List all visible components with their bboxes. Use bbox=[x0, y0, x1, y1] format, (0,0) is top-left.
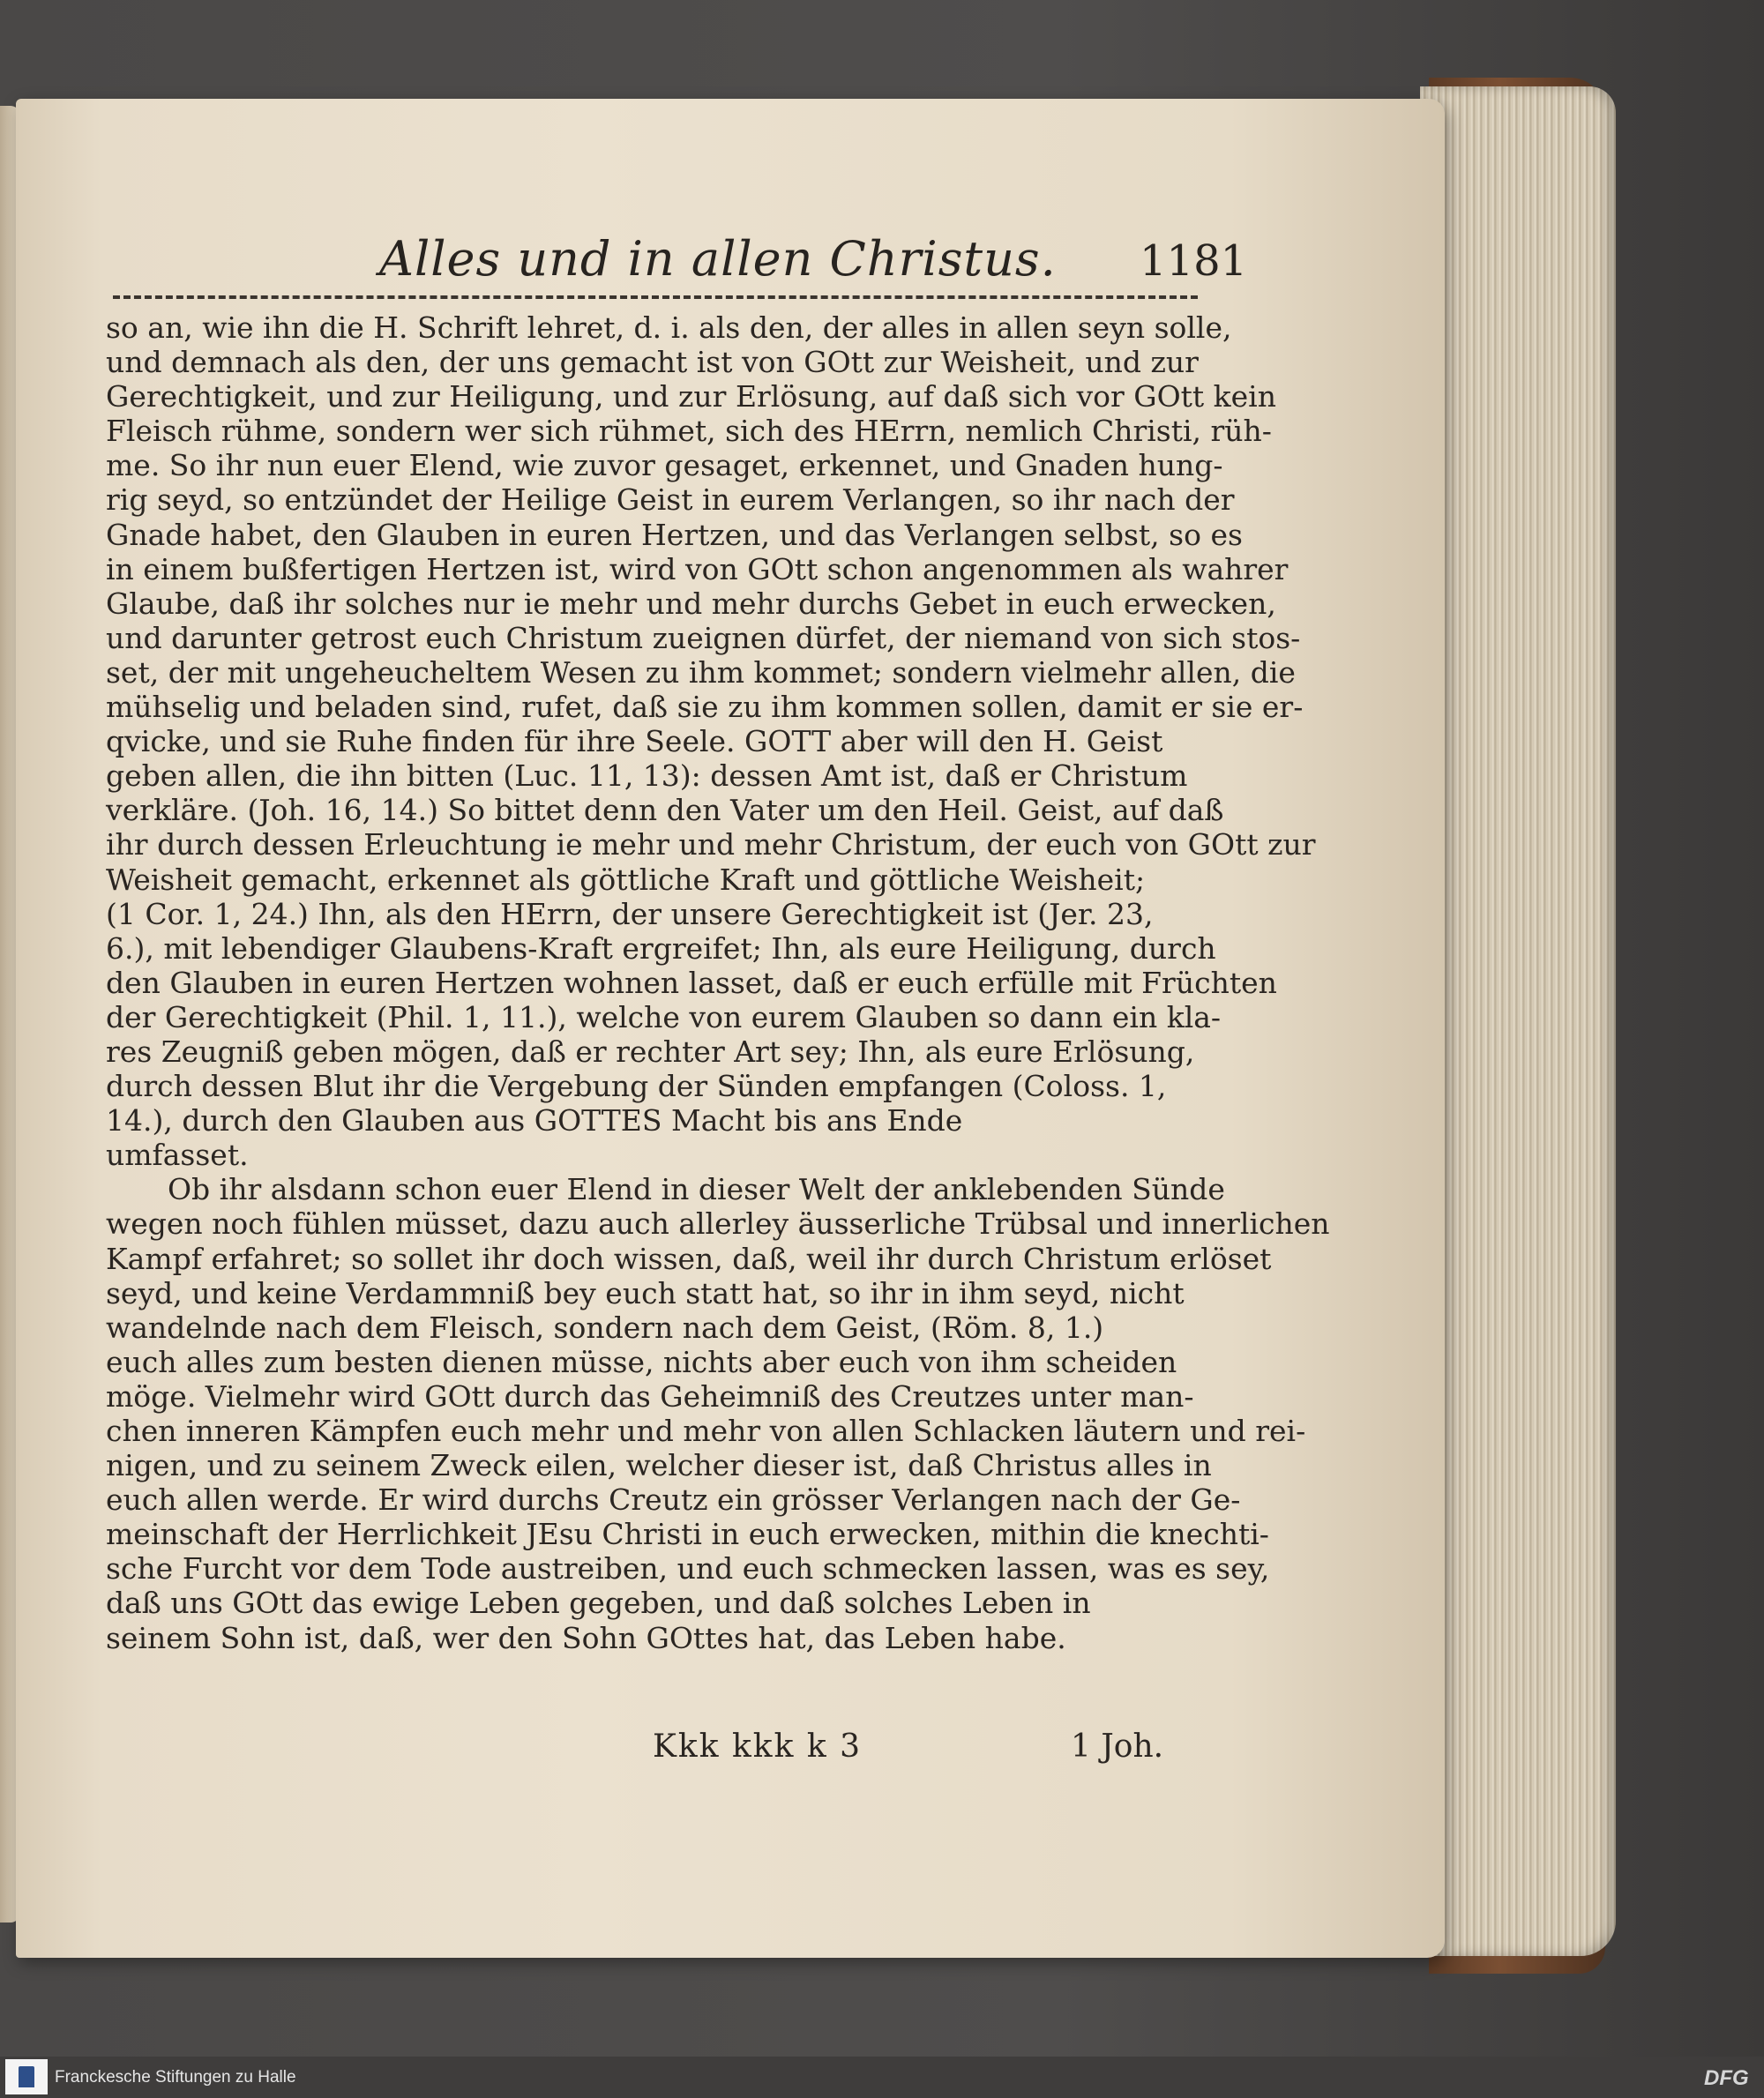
dfg-logo[interactable]: DFG bbox=[1704, 2066, 1749, 2090]
text-line: res Zeugniß geben mögen, daß er rechter Art sey; Ihn, als eure Erlösung, bbox=[106, 1034, 1195, 1069]
text-line: möge. Vielmehr wird GOtt durch das Geheimniß des Creutzes unter man- bbox=[106, 1378, 1194, 1414]
page-edges bbox=[1420, 86, 1616, 1956]
text-line: Gnade habet, den Glauben in euren Hertzen, und das Verlangen selbst, so es bbox=[106, 517, 1243, 552]
text-line: verkläre. (Joh. 16, 14.) So bittet denn den Vater um den Heil. Geist, auf daß bbox=[106, 793, 1224, 828]
text-line: sche Furcht vor dem Tode austreiben, und euch schmecken lassen, was es sey, bbox=[106, 1551, 1270, 1587]
page-number: 1181 bbox=[1140, 236, 1248, 286]
institution-logo-icon[interactable] bbox=[5, 2059, 48, 2094]
catchword: 1 Joh. bbox=[1071, 1728, 1164, 1765]
text-line: umfasset. bbox=[106, 1138, 249, 1173]
header-rule bbox=[113, 295, 1198, 299]
text-line: Kampf erfahret; so sollet ihr doch wissen, daß, weil ihr durch Christum erlöset bbox=[106, 1241, 1272, 1276]
text-line: Weisheit gemacht, erkennet als göttliche Kraft und göttliche Weisheit; bbox=[106, 862, 1146, 897]
text-line: (1 Cor. 1, 24.) Ihn, als den HErrn, der unsere Gerechtigkeit ist (Jer. 23, bbox=[106, 896, 1154, 931]
text-line: me. So ihr nun euer Elend, wie zuvor gesaget, erkennet, und Gnaden hung- bbox=[106, 448, 1223, 483]
running-head bbox=[379, 231, 1248, 293]
text-line: chen inneren Kämpfen euch mehr und mehr von allen Schlacken läutern und rei- bbox=[106, 1414, 1306, 1448]
text-line: Glaube, daß ihr solches nur ie mehr und mehr durchs Gebet in euch erwecken, bbox=[106, 586, 1276, 621]
text-line: durch dessen Blut ihr die Vergebung der Sünden empfangen (Coloss. 1, bbox=[106, 1069, 1167, 1104]
text-line: seinem Sohn ist, daß, wer den Sohn GOttes hat, das Leben habe. bbox=[106, 1620, 1066, 1655]
text-line: der Gerechtigkeit (Phil. 1, 11.), welche von eurem Glauben so dann ein kla- bbox=[106, 999, 1222, 1034]
text-line: ihr durch dessen Erleuchtung ie mehr und mehr Christum, der euch von GOtt zur bbox=[106, 827, 1316, 862]
text-line: so an, wie ihn die H. Schrift lehret, d. i. als den, der alles in allen seyn solle, bbox=[106, 310, 1232, 345]
text-line: nigen, und zu seinem Zweck eilen, welcher dieser ist, daß Christus alles in bbox=[106, 1448, 1212, 1483]
text-line: und darunter getrost euch Christum zueignen dürfet, der niemand von sich stos- bbox=[106, 620, 1301, 655]
text-line: wandelnde nach dem Fleisch, sondern nach dem Geist, (Röm. 8, 1.) bbox=[106, 1310, 1104, 1345]
text-line: wegen noch fühlen müsset, dazu auch allerley äusserliche Trübsal und innerlichen bbox=[106, 1206, 1330, 1242]
text-line: qvicke, und sie Ruhe finden für ihre Seele. GOTT aber will den H. Geist bbox=[106, 724, 1163, 759]
text-line: geben allen, die ihn bitten (Luc. 11, 13): dessen Amt ist, daß er Christum bbox=[106, 758, 1188, 794]
text-line: rig seyd, so entzündet der Heilige Geist in eurem Verlangen, so ihr nach der bbox=[106, 482, 1235, 518]
body-text bbox=[106, 310, 1330, 1655]
institution-name[interactable]: Franckesche Stiftungen zu Halle bbox=[55, 2068, 296, 2087]
text-line: den Glauben in euren Hertzen wohnen lasset, daß er euch erfülle mit Früchten bbox=[106, 965, 1277, 1000]
text-line: in einem bußfertigen Hertzen ist, wird von GOtt schon angenommen als wahrer bbox=[106, 551, 1289, 586]
text-line: mühselig und beladen sind, rufet, daß sie zu ihm kommen sollen, damit er sie er- bbox=[106, 690, 1304, 725]
running-title: Alles und in allen Christus. bbox=[379, 231, 1057, 287]
text-line: Ob ihr alsdann schon euer Elend in dieser Welt der anklebenden Sünde bbox=[168, 1172, 1225, 1207]
signature-mark: Kkk kkk k 3 bbox=[653, 1728, 863, 1765]
text-line: Gerechtigkeit, und zur Heiligung, und zur Erlösung, auf daß sich vor GOtt kein bbox=[106, 379, 1276, 414]
text-line: 14.), durch den Glauben aus GOTTES Macht bis ans Ende bbox=[106, 1103, 963, 1139]
text-line: und demnach als den, der uns gemacht ist von GOtt zur Weisheit, und zur bbox=[106, 345, 1199, 380]
text-line: Fleisch rühme, sondern wer sich rühmet, sich des HErrn, nemlich Christi, rüh- bbox=[106, 414, 1272, 449]
text-line: 6.), mit lebendiger Glaubens-Kraft ergreifet; Ihn, als eure Heiligung, durch bbox=[106, 930, 1216, 966]
text-line: euch allen werde. Er wird durchs Creutz ein grösser Verlangen nach der Ge- bbox=[106, 1482, 1241, 1518]
text-line: euch alles zum besten dienen müsse, nichts aber euch von ihm scheiden bbox=[106, 1344, 1177, 1379]
text-line: daß uns GOtt das ewige Leben gegeben, und daß solches Leben in bbox=[106, 1586, 1091, 1621]
text-line: set, der mit ungeheucheltem Wesen zu ihm kommet; sondern vielmehr allen, die bbox=[106, 654, 1296, 690]
text-line: meinschaft der Herrlichkeit JEsu Christi in euch erwecken, mithin die knechti- bbox=[106, 1517, 1269, 1552]
text-line: seyd, und keine Verdammniß bey euch statt hat, so ihr in ihm seyd, nicht bbox=[106, 1275, 1185, 1310]
